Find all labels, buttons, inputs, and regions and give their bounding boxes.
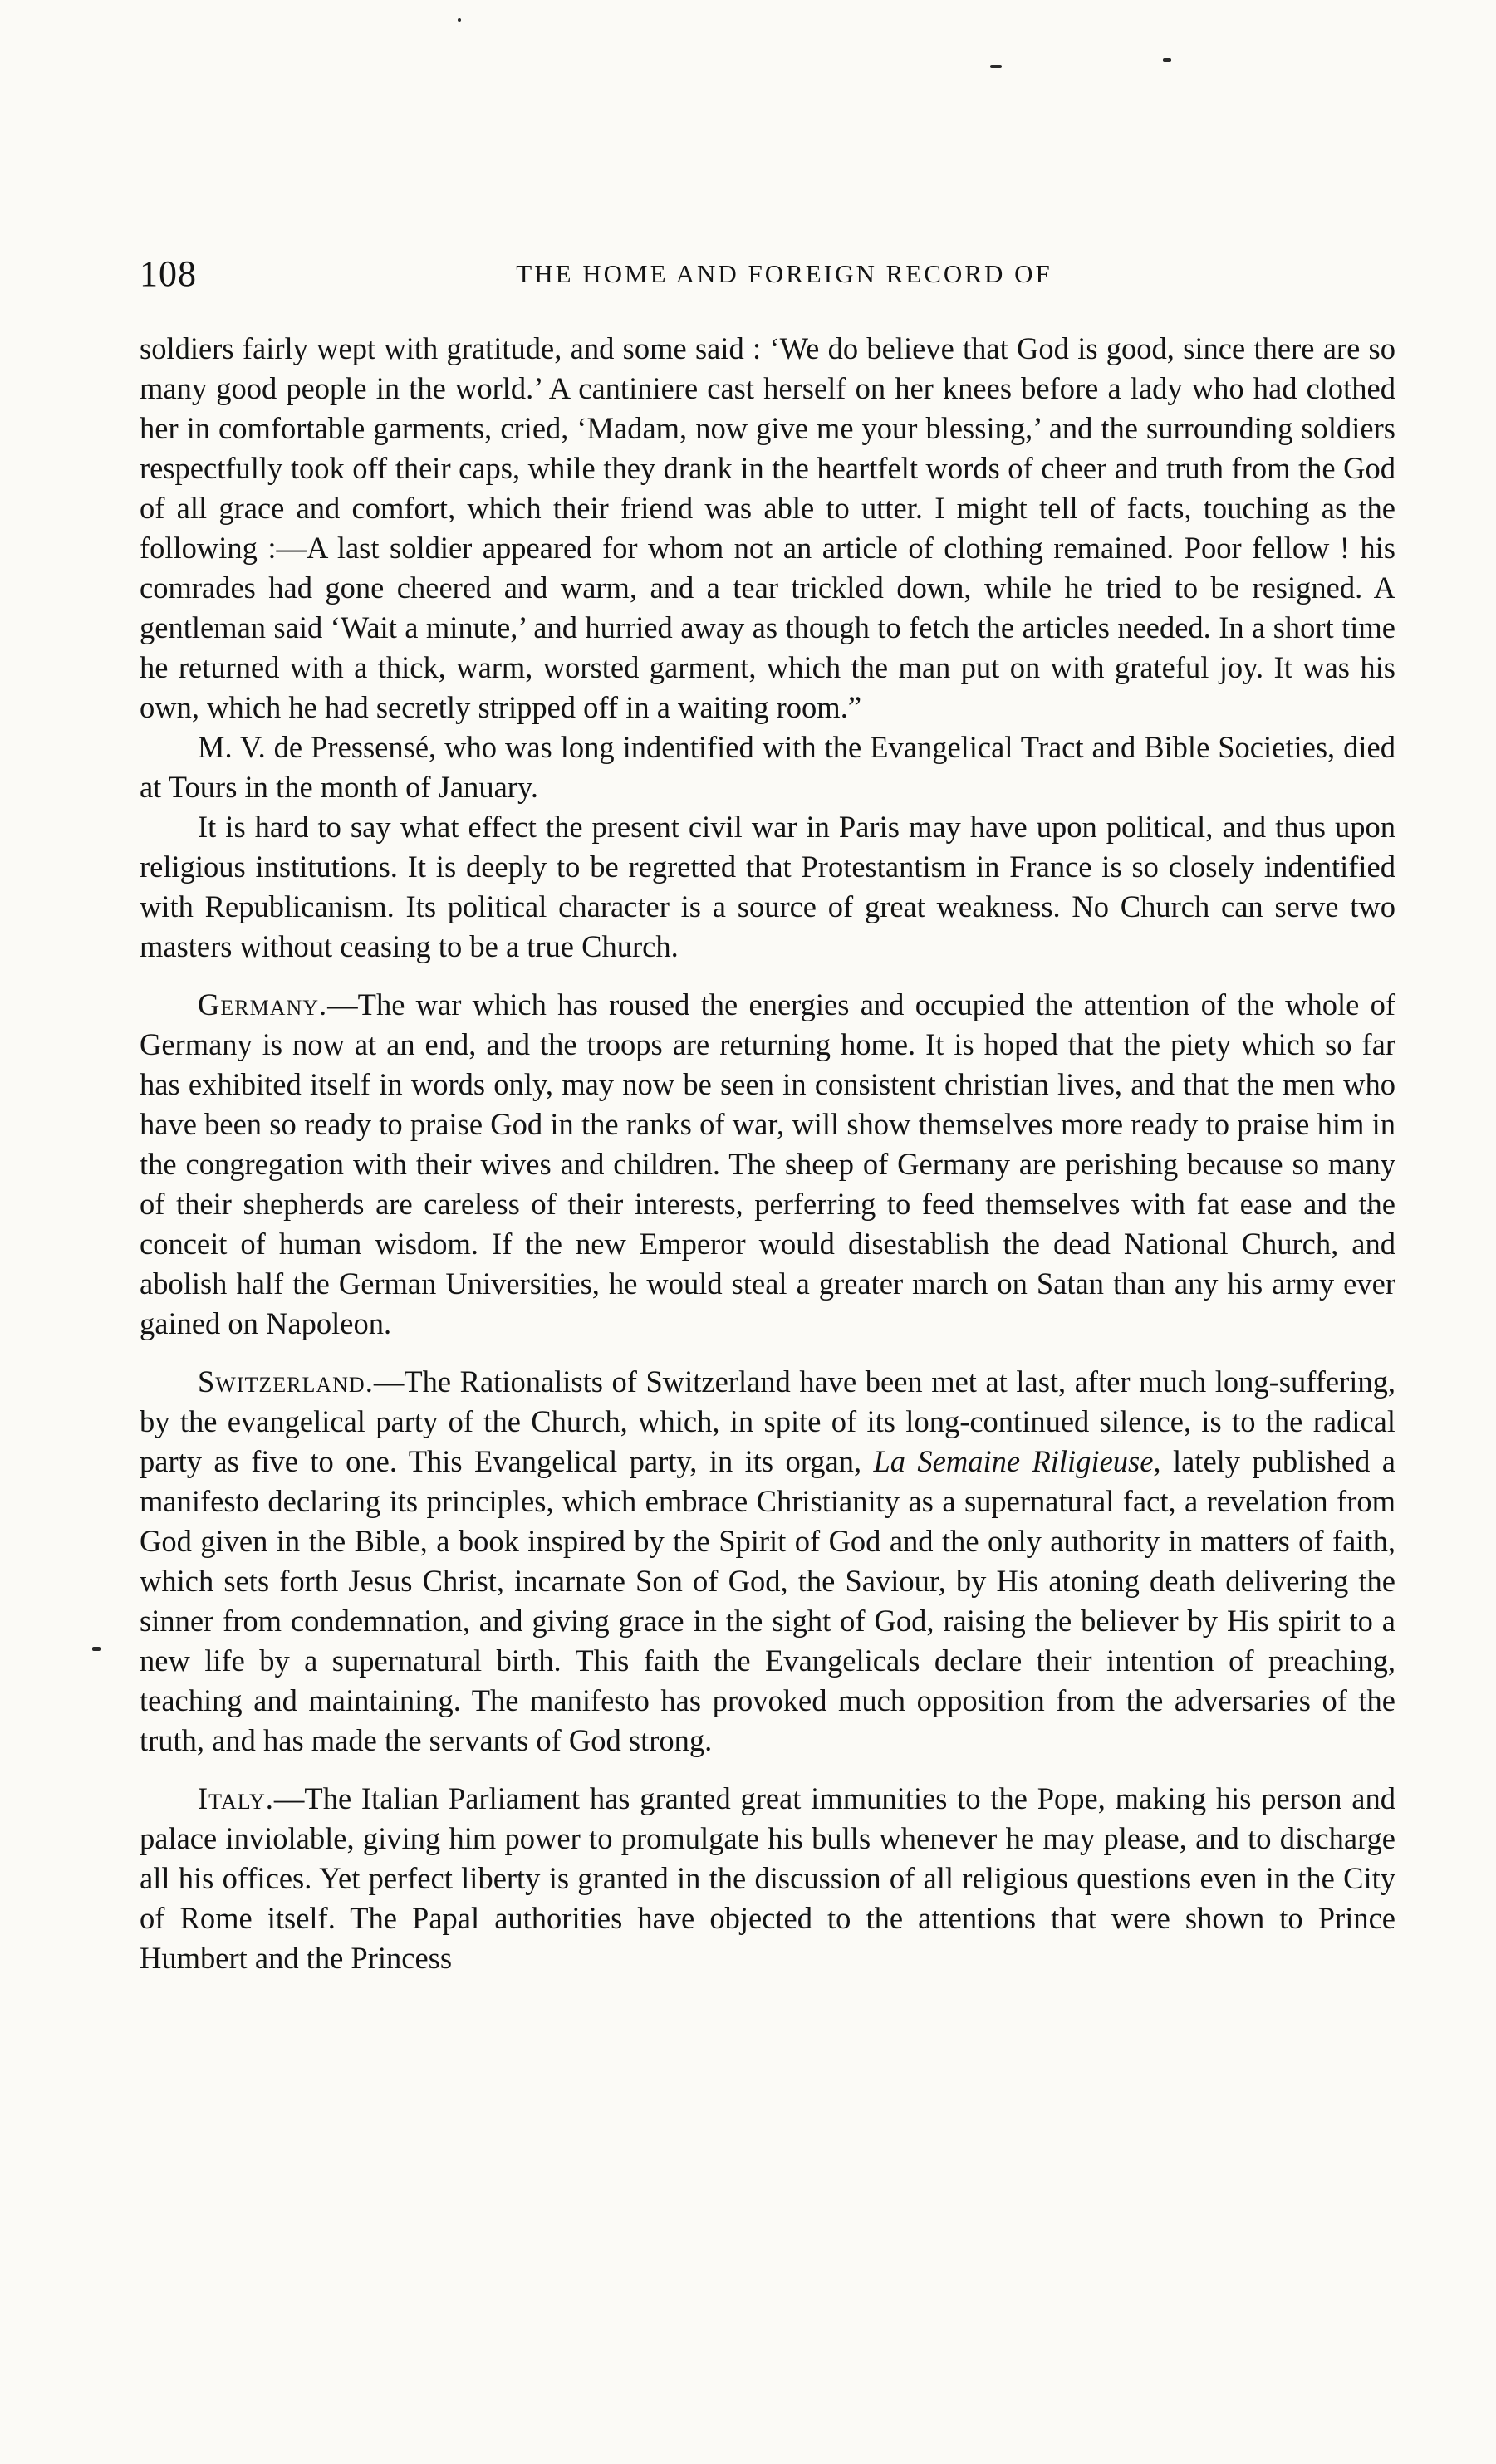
section-germany — [140, 985, 1395, 1344]
periodical-title: La Semaine Riligieuse, — [873, 1444, 1161, 1478]
section-switzerland — [140, 1362, 1395, 1761]
section-heading-germany: Germany. — [198, 987, 328, 1021]
page-number: 108 — [140, 253, 197, 294]
paragraph-paris: It is hard to say what effect the present civil war in Paris may have upon political, and thus upon religious institutions. It is deeply to be regretted that Protestantism in France is so closely indentified with Republicanism. Its political character is a source of great weakness. No Church can serve two masters without ceasing to be a true Church. — [140, 810, 1395, 963]
section-text-italy: —The Italian Parliament has granted great immunities to the Pope, making his person and palace inviolable, giving him power to promulgate his bulls whenever he may please, and to discharge all his offices. Yet perfect liberty is granted in the discussion of all religious questions even in the City of Rome itself. The Papal authorities have objected to the attentions that were shown to Prince Humbert and the Princess — [140, 1781, 1395, 1975]
paragraph-pressense: M. V. de Pressensé, who was long indentified with the Evangelical Tract and Bible Societies, died at Tours in the month of January. — [140, 730, 1395, 804]
article-body — [140, 329, 1395, 1978]
section-text-switzerland-b: lately published a manifesto declaring its principles, which embrace Christianity as a supernatural fact, a revelation from God given in the Bible, a book inspired by the Spirit of God and the only authority in matters of faith, which sets forth Jesus Christ, incarnate Son of God, the Saviour, by His atoning death delivering the sinner from condemnation, and giving grace in the sight of God, raising the believer by His spirit to a new life by a supernatural birth. This faith the Evangelicals declare their intention of preaching, teaching and maintaining. The manifesto has provoked much opposition from the adversaries of the truth, and has made the servants of God strong. — [140, 1444, 1395, 1757]
section-text-germany: —The war which has roused the energies and occupied the attention of the whole of Germany is now at an end, and the troops are returning home. It is hoped that the piety which so far has exhibited itself in words only, may now be seen in consistent christian lives, and that the men who have been so ready to praise God in the ranks of war, will show themselves more ready to praise him in the congregation with their wives and children. The sheep of Germany are perishing because so many of their shepherds are careless of their interests, perferring to feed themselves with fat ease and the conceit of human wisdom. If the new Emperor would disestablish the dead National Church, and abolish half the German Universities, he would steal a greater march on Satan than any his army ever gained on Napoleon. — [140, 987, 1395, 1340]
section-heading-switzerland: Switzerland. — [198, 1364, 374, 1399]
section-italy — [140, 1779, 1395, 1978]
section-text-switzerland-a: —The Rationalists of Switzerland have been met at last, after much long-suffering, by the evangelical party of the Church, which, in spite of its long-continued silence, is to the radical party as five to one. This Evangelical party, in its organ, — [140, 1364, 1395, 1478]
paragraph-soldiers: soldiers fairly wept with gratitude, and some said : ‘We do believe that God is good, since there are so many good people in the world.’ A cantiniere cast herself on her knees before a lady who had clothed her in comfortable garments, cried, ‘Madam, now give me your blessing,’ and the surrounding soldiers respectfully took off their caps, while they drank in the heartfelt words of cheer and truth from the God of all grace and comfort, which their friend was able to utter. I might tell of facts, touching as the following :—A last soldier appeared for whom not an article of clothing remained. Poor fellow ! his comrades had gone cheered and warm, and a tear trickled down, while he tried to be resigned. A gentleman said ‘Wait a minute,’ and hurried away as though to fetch the articles needed. In a short time he returned with a thick, warm, worsted garment, which the man put on with grateful joy. It was his own, which he had secretly stripped off in a waiting room.” — [140, 331, 1395, 724]
section-heading-italy: Italy. — [198, 1781, 274, 1815]
running-title: THE HOME AND FOREIGN RECORD OF — [516, 259, 1052, 288]
page-header — [140, 249, 1395, 299]
